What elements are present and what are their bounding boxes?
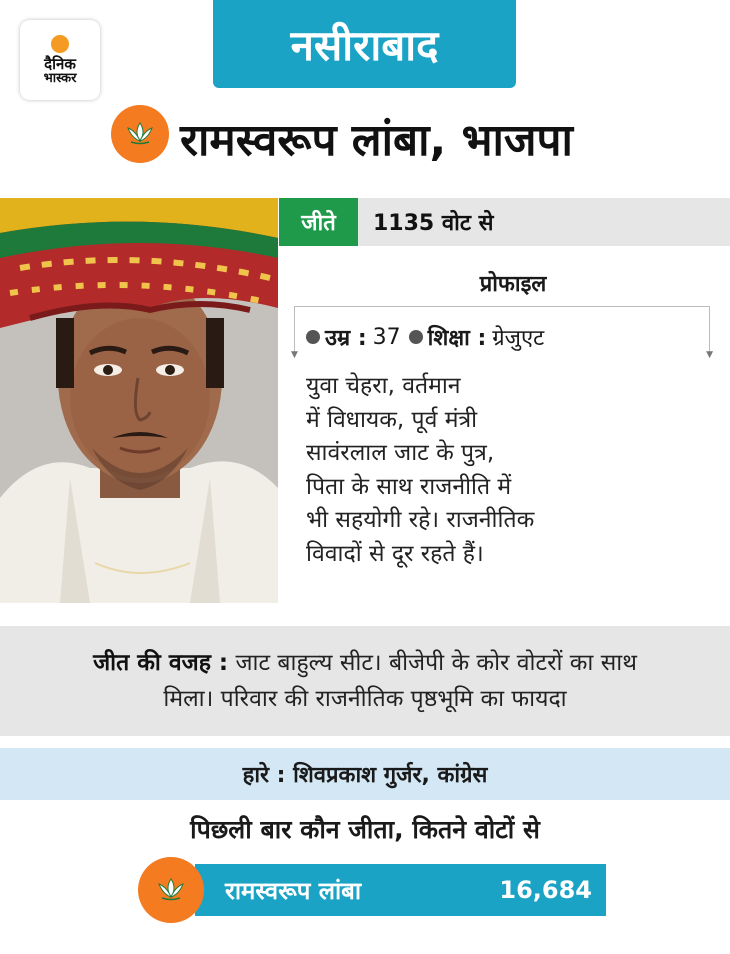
bullet-dot [306, 330, 320, 344]
previous-title: पिछली बार कौन जीता, कितने वोटों से [190, 815, 540, 844]
brand-line1: दैनिक [44, 54, 76, 73]
candidate-photo [0, 198, 278, 603]
result-bar [279, 198, 730, 246]
profile-info-box: ▼ ▼ [294, 306, 710, 356]
bio-line: सावंरलाल जाट के पुत्र, [306, 440, 495, 466]
winner-heading: रामस्वरूप लांबा, भाजपा [180, 115, 573, 166]
bio-line: में विधायक, पूर्व मंत्री [306, 406, 478, 433]
reason-text1: जाट बाहुल्य सीट। बीजेपी के कोर वोटरों का साथ [235, 650, 637, 676]
bjp-lotus-icon [138, 857, 204, 923]
brand-line2: भास्कर [43, 70, 77, 86]
age-label: उम्र : [325, 326, 367, 351]
education-label: शिक्षा : [427, 326, 487, 351]
bjp-lotus-icon [111, 105, 169, 163]
bio-line: विवादों से दूर रहते हैं। [306, 540, 484, 567]
profile-bio [306, 370, 726, 571]
win-margin: 1135 वोट से [373, 211, 494, 236]
reason-line1 [93, 645, 637, 681]
won-label: जीते [279, 198, 358, 246]
loser-bar: हारे : शिवप्रकाश गुर्जर, कांग्रेस [0, 748, 730, 800]
profile-info-row [306, 322, 544, 352]
bio-line: युवा चेहरा, वर्तमान [306, 373, 461, 399]
bio-line: भी सहयोगी रहे। राजनीतिक [306, 507, 535, 533]
constituency-banner: नसीराबाद [213, 0, 516, 88]
age-value: 37 [372, 324, 401, 350]
dainik-bhaskar-logo [20, 20, 100, 100]
reason-label: जीत की वजह : [93, 650, 229, 676]
dainik-bhaskar-sun-icon [51, 35, 69, 53]
bullet-dot [409, 330, 423, 344]
bio-line: पिता के साथ राजनीति में [306, 473, 512, 500]
win-reason-box [0, 626, 730, 736]
profile-title: प्रोफाइल [479, 272, 547, 297]
previous-winner-bar [195, 864, 606, 916]
reason-text2: मिला। परिवार की राजनीतिक पृष्ठभूमि का फायदा [163, 686, 567, 712]
previous-winner-name: रामस्वरूप लांबा [225, 876, 362, 905]
previous-winner-votes: 16,684 [499, 876, 592, 904]
education-value: ग्रेजुएट [492, 326, 545, 351]
